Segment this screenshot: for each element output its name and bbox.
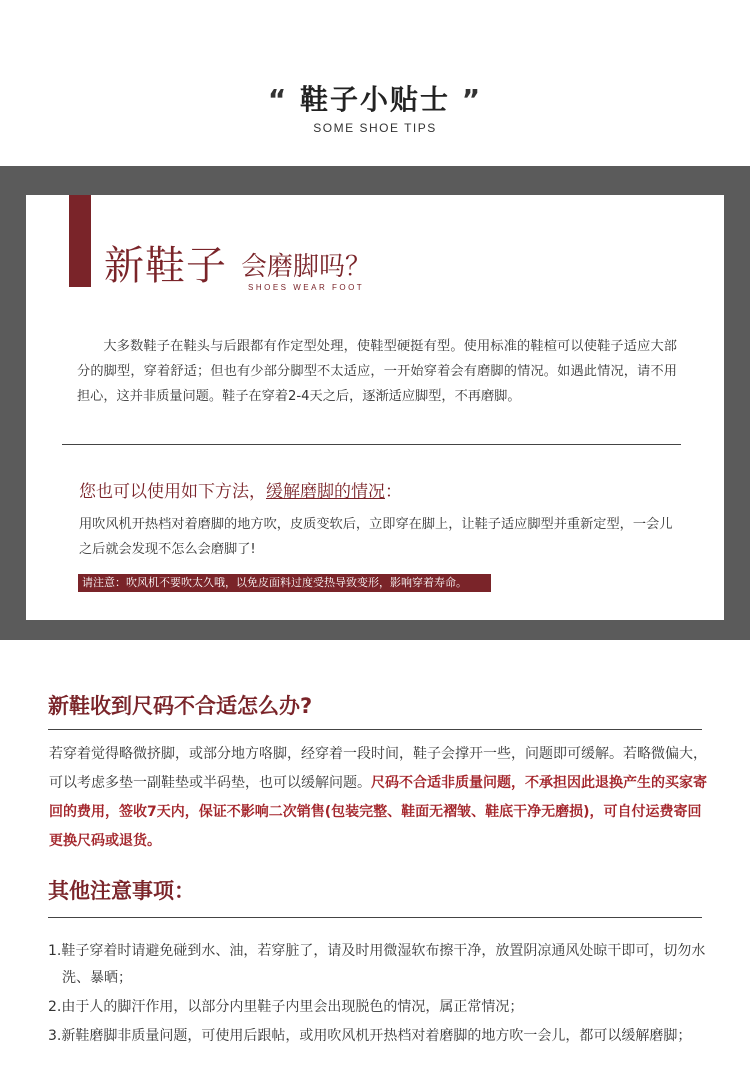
- tip-text: 用吹风机开热档对着磨脚的地方吹，皮质变软后，立即穿在脚上，让鞋子适应脚型并重新定型，一会儿之后就会发现不怎么会磨脚了!: [79, 517, 673, 557]
- warning-note: 请注意：吹风机不要吹太久哦，以免皮面料过度受热导致变形，影响穿着寿命。: [78, 574, 491, 592]
- card-heading-english: SHOES WEAR FOOT: [248, 283, 365, 292]
- section-title-notes: 其他注意事项：: [48, 879, 195, 903]
- list-item: 1.鞋子穿着时请避免碰到水、油，若穿脏了，请及时用微湿软布擦干净，放置阴凉通风处晾干即可，切勿水洗、暴晒；: [48, 943, 706, 986]
- page-title: [0, 78, 750, 118]
- tip-suffix: ：: [385, 482, 402, 502]
- section-divider: [48, 729, 702, 730]
- notes-list: [48, 938, 713, 1052]
- size-text: 若穿着觉得略微挤脚，或部分地方咯脚，经穿着一段时间，鞋子会撑开一些，问题即可缓解。若略微偏大，可以考虑多垫一副鞋垫或半码垫，也可以缓解问题。: [49, 746, 707, 791]
- tip-prefix: 您也可以使用如下方法，: [79, 482, 266, 502]
- list-item: 2.由于人的脚汗作用，以部分内里鞋子内里会出现脱色的情况，属正常情况；: [48, 999, 524, 1015]
- section-title-size: 新鞋收到尺码不合适怎么办?: [48, 694, 313, 718]
- size-paragraph: [49, 740, 709, 856]
- card-heading-small: 会磨脚吗？: [241, 252, 372, 282]
- page-title-text: 鞋子小贴士: [299, 83, 450, 116]
- open-quote: “: [267, 83, 289, 116]
- tip-underlined: 缓解磨脚的情况: [266, 482, 385, 502]
- list-item: 3.新鞋磨脚非质量问题，可使用后跟帖，或用吹风机开热档对着磨脚的地方吹一会儿，都可以缓解磨脚；: [48, 1028, 692, 1044]
- card-paragraph: 大多数鞋子在鞋头与后跟都有作定型处理，使鞋型硬挺有型。使用标准的鞋楦可以使鞋子适应大部分的脚型，穿着舒适；但也有少部分脚型不太适应，一开始穿着会有磨脚的情况。如遇此情况，请不用担心，这并非质量问题。鞋子在穿着2-4天之后，逐渐适应脚型，不再磨脚。: [77, 339, 677, 404]
- accent-bar: [69, 195, 91, 287]
- card-divider: [62, 444, 681, 445]
- header: [0, 0, 750, 166]
- section-divider: [48, 917, 702, 918]
- size-highlight: 尺码不合适非质量问题，不承担因此退换产生的买家寄回的费用，签收7天内，保证不影响二次销售(包装完整、鞋面无褶皱、鞋底干净无磨损)，可自付运费寄回更换尺码或退货。: [49, 775, 707, 849]
- close-quote: ”: [461, 83, 483, 116]
- card-heading-big: 新鞋子: [104, 243, 227, 289]
- page-subtitle: SOME SHOE TIPS: [313, 121, 437, 135]
- tip-heading: [79, 477, 402, 502]
